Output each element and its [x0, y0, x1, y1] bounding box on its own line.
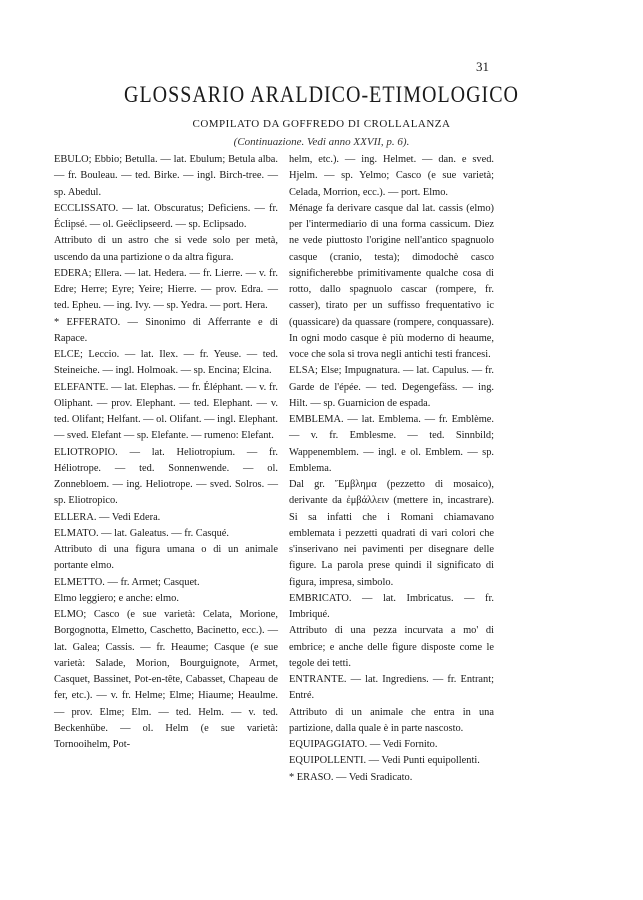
entry-ecclissato: ECCLISSATO. — lat. Obscuratus; Deficiens. — fr. Éclipsé. — ol. Geëclipseerd. — sp. Eclipsado.	[54, 202, 278, 230]
entry-emblema-etymology: Dal gr. Ἔμβλημα (pezzetto di mosaico), derivante da ἐμβάλλειν (mettere in, incastrare). Si sa infatti che i Romani chiamavano emblemata i pezzetti quadrati di vari colori che s'inserivano nei pavimenti per disegnare delle figure. La parola prese quindi il significato di figura, impresa, simbolo.	[289, 479, 494, 588]
entry-emblema: EMBLEMA. — lat. Emblema. — fr. Emblème. — v. fr. Emblesme. — ted. Sinnbild; Wappenemblem. — ingl. e ol. Emblem. — sp. Emblema.	[289, 414, 494, 474]
entry-elmo: ELMO; Casco (e sue varietà: Celata, Morione, Borgognotta, Elmetto, Caschetto, Bacinetto, ecc.). — lat. Galea; Cassis. — fr. Heaume; Casque (e sue varietà: Salade, Morion, Bourguignote, Armet, Casquet, Bassinet, Pot-en-tête, Cabasset, Chapeau de fer, etc.). — v. fr. Helme; Elme; Hiaume; Heaulme. — prov. Elme; Elm. — ted. Helm. — v. ted. Beckenhübe. — ol. Helm (e sue varietà: Tornooihelm, Pot-	[54, 609, 278, 750]
entry-entrante-desc: Attributo di un animale che entra in una partizione, dalla quale è in parte nascosto.	[289, 706, 494, 734]
entry-equipaggiato: EQUIPAGGIATO. — Vedi Fornito.	[289, 739, 438, 750]
entry-equipollenti: EQUIPOLLENTI. — Vedi Punti equipollenti.	[289, 755, 480, 767]
right-column	[289, 152, 494, 786]
entry-embricato: EMBRICATO. — lat. Imbricatus. — fr. Imbriqué.	[289, 592, 494, 620]
entry-elmetto-desc: Elmo leggiero; e anche: elmo.	[54, 592, 179, 604]
article-title: GLOSSARIO ARALDICO-ETIMOLOGICO	[124, 82, 519, 108]
entry-embricato-desc: Attributo di una pezza incurvata a mo' di embrice; e anche delle figure disposte come le tegole dei tetti.	[289, 625, 494, 669]
entry-eliotropio: ELIOTROPIO. — lat. Heliotropium. — fr. Héliotrope. — ted. Sonnenwende. — ol. Zonnebloem. — ing. Heliotrope. — sved. Solros. — sp. Eliotropico.	[54, 446, 278, 507]
entry-elefante: ELEFANTE. — lat. Elephas. — fr. Éléphant. — v. fr. Oliphant. — prov. Elephant. — ted. Elephant. — v. ted. Olifant; Helfant. — ol. Olifant. — ingl. Elephant. — sved. Elefant — sp. Elefante. — rumeno: Elefant.	[54, 381, 278, 442]
entry-elmato: ELMATO. — lat. Galeatus. — fr. Casqué.	[54, 527, 229, 539]
entry-edera: EDERA; Ellera. — lat. Hedera. — fr. Lierre. — v. fr. Edre; Herre; Eyre; Yeire; Hierre. — prov. Edra. — ted. Epheu. — ing. Ivy. — sp. Yedra. — port. Hera.	[54, 267, 278, 312]
entry-elmo-etymology: Ménage fa derivare casque dal lat. cassis (elmo) per l'intermediario di una forma cassicum. Diez ne vede piuttosto l'origine nell'antico spagnuolo casque (cranio, testa); dimodochè casco significherebbe primitivamente qualche cosa di rotto, dallo spagnuolo cascar (rompere, fr. casser), tirato per un suffisso frequentativo ic (quassicare) da quassare (rompere, conquassare). In ogni modo casque è più moderno di heaume, voce che sola si trova negli antichi testi francesi.	[289, 202, 494, 360]
page-number: 31	[476, 59, 489, 74]
entry-ellera: ELLERA. — Vedi Edera.	[54, 511, 161, 523]
continuation-note: (Continuazione. Vedi anno XXVII, p. 6).	[233, 136, 410, 148]
entry-elce: ELCE; Leccio. — lat. Ilex. — fr. Yeuse. — ted. Steineiche. — ingl. Holmoak. — sp. Encina; Elcina.	[54, 349, 278, 377]
entry-ebulo: EBULO; Ebbio; Betulla. — lat. Ebulum; Betula alba. — fr. Bouleau. — ted. Birke. — ingl. Birch-tree. — sp. Abedul.	[54, 154, 278, 198]
entry-ecclissato-desc: Attributo di un astro che si vede solo per metà, uscendo da una partizione o da altra figura.	[54, 235, 278, 263]
entry-elmetto: ELMETTO. — fr. Armet; Casquet.	[54, 576, 200, 588]
entry-elmo-cont: helm, etc.). — ing. Helmet. — dan. e sved. Hjelm. — sp. Yelmo; Casco (e sue varietà; Celada, Morrion, ecc.). — port. Elmo.	[289, 154, 494, 198]
article-subtitle: COMPILATO DA GOFFREDO DI CROLLALANZA	[192, 118, 451, 130]
entry-elmato-desc: Attributo di una figura umana o di un animale portante elmo.	[54, 544, 278, 572]
left-column	[54, 152, 278, 753]
entry-efferato: * EFFERATO. — Sinonimo di Afferrante e di Rapace.	[54, 316, 278, 344]
entry-elsa: ELSA; Else; Impugnatura. — lat. Capulus. — fr. Garde de l'épée. — ted. Degengefäss. — ing. Hilt. — sp. Guarnicion de espada.	[289, 365, 494, 409]
entry-eraso: * ERASO. — Vedi Sradicato.	[289, 771, 413, 783]
entry-entrante: ENTRANTE. — lat. Ingrediens. — fr. Entrant; Entré.	[289, 674, 494, 702]
